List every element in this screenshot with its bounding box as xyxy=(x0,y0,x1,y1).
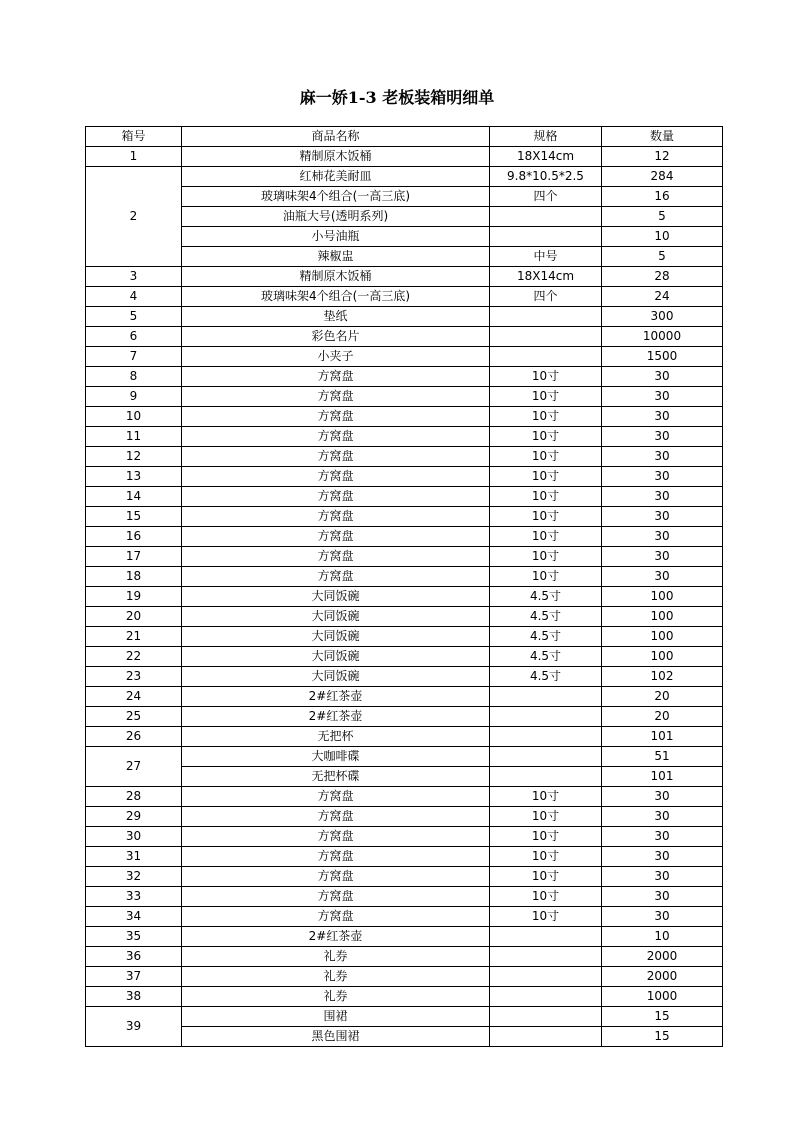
box-number-cell: 2 xyxy=(86,167,182,267)
product-name-cell: 方窝盘 xyxy=(182,887,490,907)
product-name-cell: 大同饭碗 xyxy=(182,587,490,607)
box-number-cell: 33 xyxy=(86,887,182,907)
table-row xyxy=(86,527,723,547)
table-row xyxy=(86,247,723,267)
product-name-cell: 礼券 xyxy=(182,947,490,967)
quantity-cell: 30 xyxy=(602,887,723,907)
table-row xyxy=(86,267,723,287)
box-number-cell: 15 xyxy=(86,507,182,527)
table-row xyxy=(86,947,723,967)
table-row xyxy=(86,667,723,687)
product-name-cell: 方窝盘 xyxy=(182,807,490,827)
box-number-cell: 13 xyxy=(86,467,182,487)
product-name-cell: 方窝盘 xyxy=(182,467,490,487)
spec-cell xyxy=(490,767,602,787)
spec-cell: 10寸 xyxy=(490,407,602,427)
box-number-cell: 7 xyxy=(86,347,182,367)
box-number-cell: 14 xyxy=(86,487,182,507)
spec-cell xyxy=(490,227,602,247)
quantity-cell: 15 xyxy=(602,1027,723,1047)
product-name-cell: 方窝盘 xyxy=(182,787,490,807)
product-name-cell: 黑色围裙 xyxy=(182,1027,490,1047)
table-row xyxy=(86,347,723,367)
table-row xyxy=(86,867,723,887)
quantity-cell: 20 xyxy=(602,707,723,727)
spec-cell: 10寸 xyxy=(490,487,602,507)
quantity-cell: 10 xyxy=(602,227,723,247)
product-name-cell: 2#红茶壶 xyxy=(182,687,490,707)
spec-cell: 10寸 xyxy=(490,807,602,827)
spec-cell: 18X14cm xyxy=(490,267,602,287)
box-number-cell: 10 xyxy=(86,407,182,427)
quantity-cell: 30 xyxy=(602,807,723,827)
table-row xyxy=(86,807,723,827)
document-title: 麻一娇1-3 老板装箱明细单 xyxy=(299,88,495,107)
product-name-cell: 方窝盘 xyxy=(182,907,490,927)
table-row xyxy=(86,427,723,447)
product-name-cell: 玻璃味架4个组合(一高三底) xyxy=(182,187,490,207)
table-row xyxy=(86,407,723,427)
box-number-cell: 18 xyxy=(86,567,182,587)
product-name-cell: 礼券 xyxy=(182,987,490,1007)
spec-cell: 10寸 xyxy=(490,447,602,467)
product-name-cell: 2#红茶壶 xyxy=(182,707,490,727)
box-number-cell: 11 xyxy=(86,427,182,447)
product-name-cell: 方窝盘 xyxy=(182,527,490,547)
quantity-cell: 5 xyxy=(602,207,723,227)
table-row xyxy=(86,767,723,787)
product-name-cell: 方窝盘 xyxy=(182,867,490,887)
product-name-cell: 辣椒盅 xyxy=(182,247,490,267)
box-number-cell: 16 xyxy=(86,527,182,547)
header-quantity: 数量 xyxy=(602,127,723,147)
table-row xyxy=(86,207,723,227)
table-row xyxy=(86,627,723,647)
product-name-cell: 精制原木饭桶 xyxy=(182,147,490,167)
product-name-cell: 方窝盘 xyxy=(182,387,490,407)
spec-cell: 10寸 xyxy=(490,527,602,547)
product-name-cell: 油瓶大号(透明系列) xyxy=(182,207,490,227)
table-row xyxy=(86,387,723,407)
box-number-cell: 38 xyxy=(86,987,182,1007)
table-row xyxy=(86,607,723,627)
quantity-cell: 30 xyxy=(602,547,723,567)
table-row xyxy=(86,907,723,927)
box-number-cell: 26 xyxy=(86,727,182,747)
product-name-cell: 方窝盘 xyxy=(182,827,490,847)
quantity-cell: 20 xyxy=(602,687,723,707)
quantity-cell: 30 xyxy=(602,827,723,847)
box-number-cell: 17 xyxy=(86,547,182,567)
spec-cell: 10寸 xyxy=(490,827,602,847)
product-name-cell: 方窝盘 xyxy=(182,847,490,867)
product-name-cell: 小号油瓶 xyxy=(182,227,490,247)
product-name-cell: 垫纸 xyxy=(182,307,490,327)
box-number-cell: 4 xyxy=(86,287,182,307)
quantity-cell: 30 xyxy=(602,407,723,427)
table-row xyxy=(86,487,723,507)
spec-cell: 4.5寸 xyxy=(490,627,602,647)
quantity-cell: 2000 xyxy=(602,967,723,987)
spec-cell: 10寸 xyxy=(490,367,602,387)
table-row xyxy=(86,747,723,767)
quantity-cell: 30 xyxy=(602,847,723,867)
spec-cell: 10寸 xyxy=(490,887,602,907)
box-number-cell: 25 xyxy=(86,707,182,727)
table-row xyxy=(86,887,723,907)
quantity-cell: 24 xyxy=(602,287,723,307)
spec-cell: 10寸 xyxy=(490,847,602,867)
quantity-cell: 51 xyxy=(602,747,723,767)
spec-cell: 10寸 xyxy=(490,867,602,887)
product-name-cell: 无把杯 xyxy=(182,727,490,747)
quantity-cell: 10 xyxy=(602,927,723,947)
quantity-cell: 30 xyxy=(602,567,723,587)
quantity-cell: 284 xyxy=(602,167,723,187)
quantity-cell: 100 xyxy=(602,607,723,627)
spec-cell xyxy=(490,947,602,967)
table-row xyxy=(86,927,723,947)
spec-cell xyxy=(490,347,602,367)
box-number-cell: 12 xyxy=(86,447,182,467)
table-row xyxy=(86,287,723,307)
header-box-no: 箱号 xyxy=(86,127,182,147)
product-name-cell: 2#红茶壶 xyxy=(182,927,490,947)
product-name-cell: 方窝盘 xyxy=(182,487,490,507)
table-row xyxy=(86,227,723,247)
spec-cell: 四个 xyxy=(490,187,602,207)
quantity-cell: 2000 xyxy=(602,947,723,967)
product-name-cell: 无把杯碟 xyxy=(182,767,490,787)
box-number-cell: 34 xyxy=(86,907,182,927)
quantity-cell: 100 xyxy=(602,587,723,607)
spec-cell: 10寸 xyxy=(490,387,602,407)
table-row xyxy=(86,707,723,727)
box-number-cell: 39 xyxy=(86,1007,182,1047)
spec-cell xyxy=(490,687,602,707)
spec-cell: 10寸 xyxy=(490,427,602,447)
quantity-cell: 101 xyxy=(602,767,723,787)
quantity-cell: 5 xyxy=(602,247,723,267)
box-number-cell: 30 xyxy=(86,827,182,847)
table-body xyxy=(86,147,723,1047)
table-row xyxy=(86,827,723,847)
spec-cell: 9.8*10.5*2.5 xyxy=(490,167,602,187)
quantity-cell: 30 xyxy=(602,387,723,407)
table-row xyxy=(86,547,723,567)
spec-cell: 4.5寸 xyxy=(490,607,602,627)
quantity-cell: 30 xyxy=(602,507,723,527)
table-row xyxy=(86,367,723,387)
table-row xyxy=(86,307,723,327)
box-number-cell: 20 xyxy=(86,607,182,627)
box-number-cell: 21 xyxy=(86,627,182,647)
spec-cell: 4.5寸 xyxy=(490,667,602,687)
spec-cell xyxy=(490,987,602,1007)
product-name-cell: 方窝盘 xyxy=(182,567,490,587)
table-row xyxy=(86,647,723,667)
quantity-cell: 15 xyxy=(602,1007,723,1027)
quantity-cell: 300 xyxy=(602,307,723,327)
box-number-cell: 32 xyxy=(86,867,182,887)
table-row xyxy=(86,1027,723,1047)
box-number-cell: 19 xyxy=(86,587,182,607)
box-number-cell: 8 xyxy=(86,367,182,387)
quantity-cell: 30 xyxy=(602,867,723,887)
spec-cell xyxy=(490,1007,602,1027)
table-row xyxy=(86,147,723,167)
table-row xyxy=(86,847,723,867)
product-name-cell: 围裙 xyxy=(182,1007,490,1027)
spec-cell xyxy=(490,307,602,327)
table-row xyxy=(86,587,723,607)
quantity-cell: 102 xyxy=(602,667,723,687)
table-row xyxy=(86,787,723,807)
spec-cell xyxy=(490,1027,602,1047)
product-name-cell: 大同饭碗 xyxy=(182,667,490,687)
quantity-cell: 28 xyxy=(602,267,723,287)
product-name-cell: 礼券 xyxy=(182,967,490,987)
table-row xyxy=(86,447,723,467)
product-name-cell: 方窝盘 xyxy=(182,507,490,527)
spec-cell xyxy=(490,967,602,987)
product-name-cell: 方窝盘 xyxy=(182,447,490,467)
box-number-cell: 31 xyxy=(86,847,182,867)
spec-cell: 10寸 xyxy=(490,907,602,927)
product-name-cell: 彩色名片 xyxy=(182,327,490,347)
product-name-cell: 方窝盘 xyxy=(182,367,490,387)
box-number-cell: 22 xyxy=(86,647,182,667)
table-row xyxy=(86,1007,723,1027)
quantity-cell: 30 xyxy=(602,527,723,547)
quantity-cell: 101 xyxy=(602,727,723,747)
box-number-cell: 29 xyxy=(86,807,182,827)
quantity-cell: 1500 xyxy=(602,347,723,367)
table-row xyxy=(86,967,723,987)
spec-cell xyxy=(490,707,602,727)
table-row xyxy=(86,187,723,207)
box-number-cell: 5 xyxy=(86,307,182,327)
packing-list-table xyxy=(85,126,723,1047)
quantity-cell: 30 xyxy=(602,467,723,487)
box-number-cell: 6 xyxy=(86,327,182,347)
quantity-cell: 30 xyxy=(602,787,723,807)
quantity-cell: 16 xyxy=(602,187,723,207)
quantity-cell: 100 xyxy=(602,647,723,667)
spec-cell xyxy=(490,747,602,767)
product-name-cell: 大同饭碗 xyxy=(182,627,490,647)
box-number-cell: 28 xyxy=(86,787,182,807)
quantity-cell: 30 xyxy=(602,447,723,467)
box-number-cell: 36 xyxy=(86,947,182,967)
box-number-cell: 35 xyxy=(86,927,182,947)
spec-cell: 中号 xyxy=(490,247,602,267)
product-name-cell: 大同饭碗 xyxy=(182,607,490,627)
product-name-cell: 大咖啡碟 xyxy=(182,747,490,767)
product-name-cell: 小夹子 xyxy=(182,347,490,367)
quantity-cell: 30 xyxy=(602,367,723,387)
product-name-cell: 红柿花美耐皿 xyxy=(182,167,490,187)
spec-cell: 4.5寸 xyxy=(490,647,602,667)
header-spec: 规格 xyxy=(490,127,602,147)
spec-cell: 4.5寸 xyxy=(490,587,602,607)
box-number-cell: 37 xyxy=(86,967,182,987)
spec-cell: 10寸 xyxy=(490,467,602,487)
box-number-cell: 3 xyxy=(86,267,182,287)
product-name-cell: 大同饭碗 xyxy=(182,647,490,667)
box-number-cell: 27 xyxy=(86,747,182,787)
spec-cell: 10寸 xyxy=(490,547,602,567)
box-number-cell: 1 xyxy=(86,147,182,167)
box-number-cell: 23 xyxy=(86,667,182,687)
box-number-cell: 9 xyxy=(86,387,182,407)
quantity-cell: 10000 xyxy=(602,327,723,347)
table-row xyxy=(86,727,723,747)
quantity-cell: 1000 xyxy=(602,987,723,1007)
spec-cell xyxy=(490,727,602,747)
product-name-cell: 精制原木饭桶 xyxy=(182,267,490,287)
spec-cell: 18X14cm xyxy=(490,147,602,167)
spec-cell xyxy=(490,207,602,227)
quantity-cell: 12 xyxy=(602,147,723,167)
table-row xyxy=(86,507,723,527)
table-row xyxy=(86,167,723,187)
table-header-row xyxy=(86,127,723,147)
spec-cell: 10寸 xyxy=(490,507,602,527)
quantity-cell: 30 xyxy=(602,907,723,927)
quantity-cell: 30 xyxy=(602,487,723,507)
table-row xyxy=(86,467,723,487)
product-name-cell: 玻璃味架4个组合(一高三底) xyxy=(182,287,490,307)
table-row xyxy=(86,687,723,707)
spec-cell xyxy=(490,327,602,347)
quantity-cell: 100 xyxy=(602,627,723,647)
spec-cell: 10寸 xyxy=(490,567,602,587)
quantity-cell: 30 xyxy=(602,427,723,447)
table-row xyxy=(86,567,723,587)
spec-cell xyxy=(490,927,602,947)
box-number-cell: 24 xyxy=(86,687,182,707)
table-row xyxy=(86,987,723,1007)
product-name-cell: 方窝盘 xyxy=(182,427,490,447)
product-name-cell: 方窝盘 xyxy=(182,547,490,567)
spec-cell: 四个 xyxy=(490,287,602,307)
table-row xyxy=(86,327,723,347)
spec-cell: 10寸 xyxy=(490,787,602,807)
header-product-name: 商品名称 xyxy=(182,127,490,147)
product-name-cell: 方窝盘 xyxy=(182,407,490,427)
